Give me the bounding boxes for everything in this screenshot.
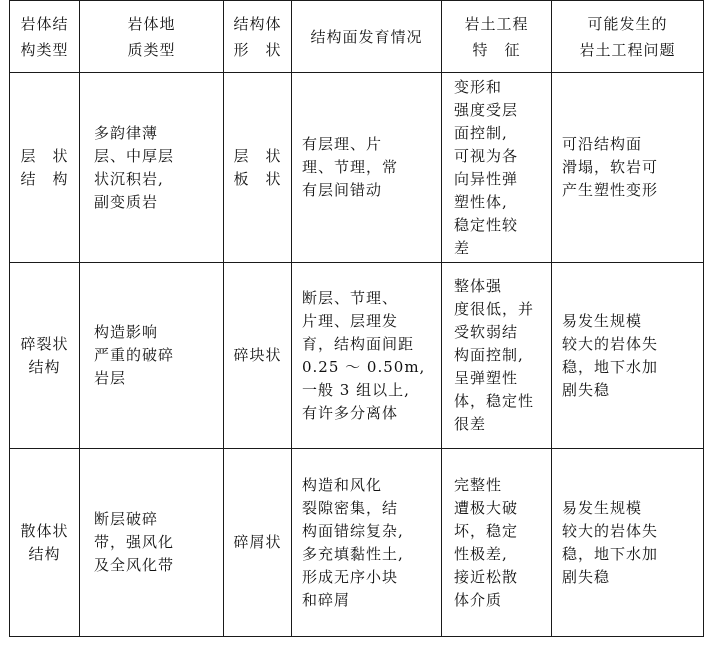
cell-surface-development: 有层理、片 理、节理，常 有层间错动 — [292, 73, 442, 263]
header-structure-type: 岩体结 构类型 — [10, 1, 80, 73]
table-header-row — [10, 1, 704, 73]
cell-geology-type: 构造影响 严重的破碎 岩层 — [80, 263, 224, 449]
header-possible-problems: 可能发生的 岩土工程问题 — [552, 1, 704, 73]
cell-body-shape: 碎块状 — [224, 263, 292, 449]
cell-structure-type: 散体状 结构 — [10, 449, 80, 637]
cell-geology-type: 断层破碎 带，强风化 及全风化带 — [80, 449, 224, 637]
cell-body-shape: 碎屑状 — [224, 449, 292, 637]
cell-structure-type: 碎裂状 结构 — [10, 263, 80, 449]
cell-possible-problems: 易发生规模 较大的岩体失 稳，地下水加 剧失稳 — [552, 449, 704, 637]
cell-body-shape: 层 状 板 状 — [224, 73, 292, 263]
rock-structure-table — [9, 0, 704, 637]
cell-engineering-features: 变形和 强度受层 面控制, 可视为各 向异性弹 塑性体, 稳定性较 差 — [442, 73, 552, 263]
table-row — [10, 449, 704, 637]
cell-structure-type: 层 状 结 构 — [10, 73, 80, 263]
header-body-shape: 结构体 形 状 — [224, 1, 292, 73]
cell-engineering-features: 完整性 遭极大破 坏，稳定 性极差, 接近松散 体介质 — [442, 449, 552, 637]
cell-engineering-features: 整体强 度很低，并 受软弱结 构面控制, 呈弹塑性 体，稳定性 很差 — [442, 263, 552, 449]
cell-surface-development: 构造和风化 裂隙密集，结 构面错综复杂, 多充填黏性土, 形成无序小块 和碎屑 — [292, 449, 442, 637]
cell-geology-type: 多韵律薄 层、中厚层 状沉积岩, 副变质岩 — [80, 73, 224, 263]
header-engineering-features: 岩土工程 特 征 — [442, 1, 552, 73]
header-surface-development: 结构面发育情况 — [292, 1, 442, 73]
cell-possible-problems: 可沿结构面 滑塌，软岩可 产生塑性变形 — [552, 73, 704, 263]
header-geology-type: 岩体地 质类型 — [80, 1, 224, 73]
table-row — [10, 263, 704, 449]
cell-possible-problems: 易发生规模 较大的岩体失 稳，地下水加 剧失稳 — [552, 263, 704, 449]
table-row — [10, 73, 704, 263]
cell-surface-development: 断层、节理、 片理、层理发 育，结构面间距 0.25 ～ 0.50m, 一般 3 组以上, 有许多分离体 — [292, 263, 442, 449]
